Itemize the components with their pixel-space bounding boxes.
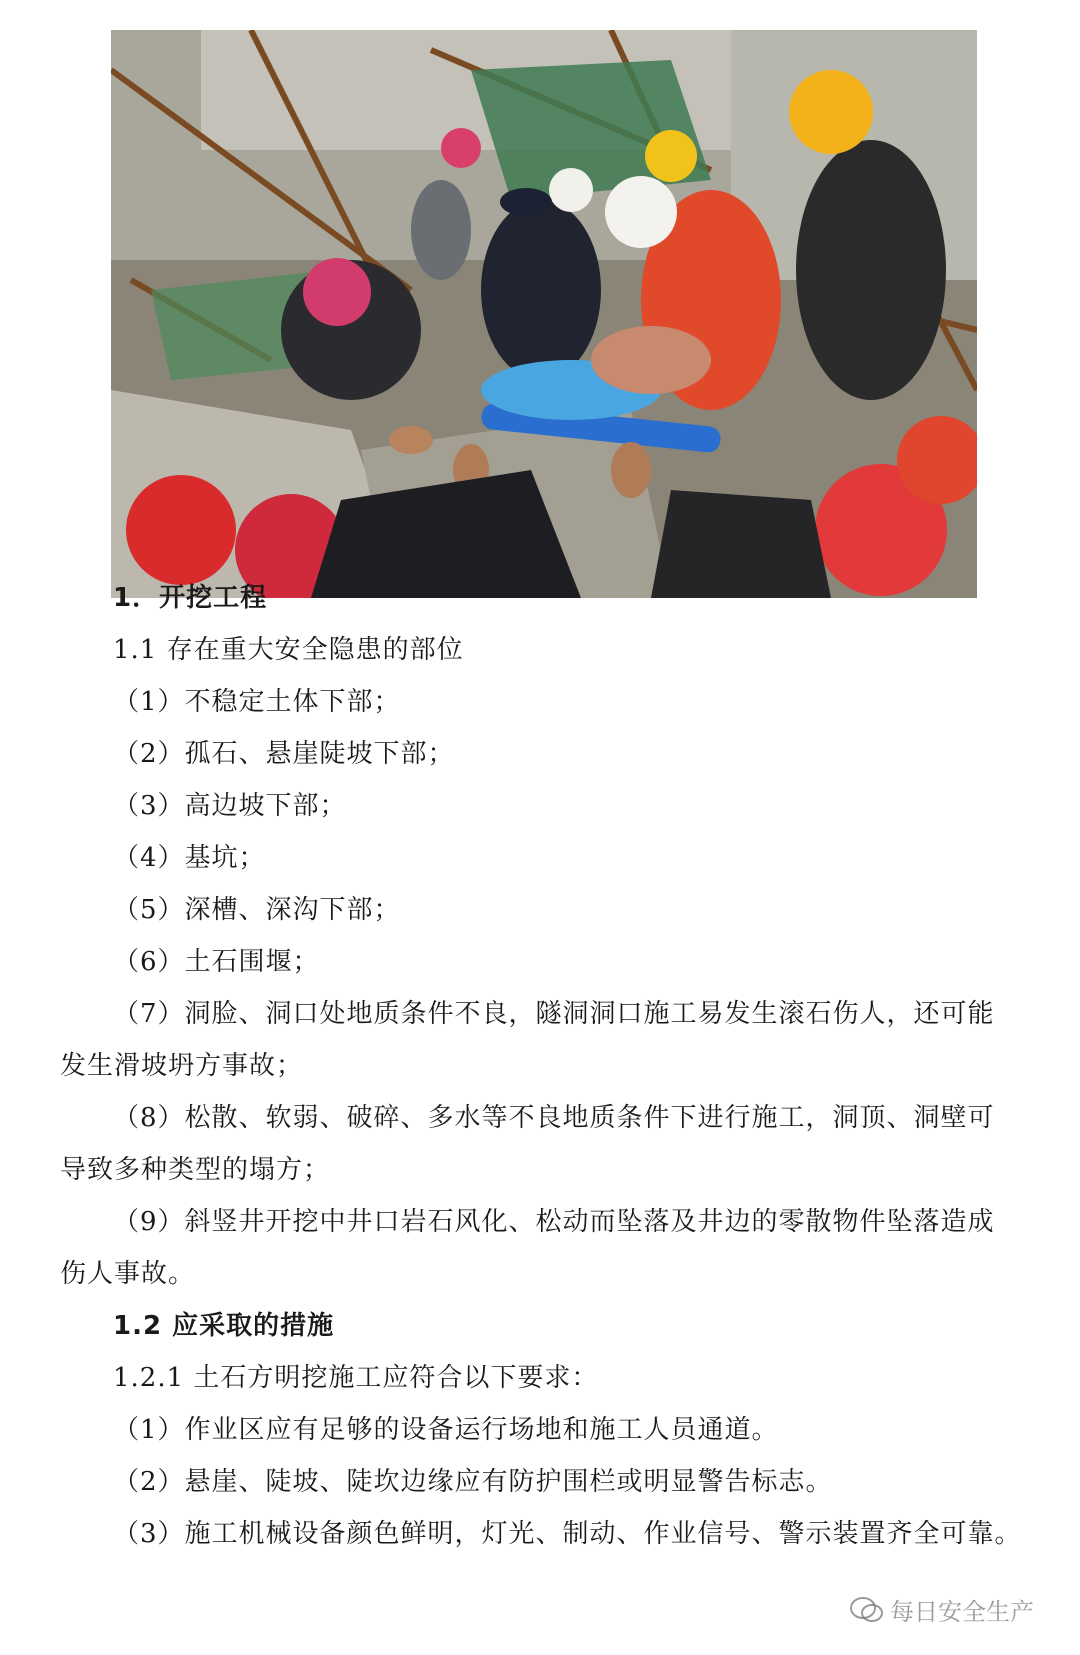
subsection-title-1-2-1: 1.2.1 土石方明挖施工应符合以下要求： xyxy=(113,1363,599,1393)
section-heading-1: 1．开挖工程 xyxy=(113,583,268,613)
list-item-continuation: 导致多种类型的塌方； xyxy=(60,1155,331,1185)
list-item: （1）作业区应有足够的设备运行场地和施工人员通道。 xyxy=(113,1415,779,1445)
list-item-continuation: 发生滑坡坍方事故； xyxy=(60,1051,304,1081)
list-item: （3）高边坡下部； xyxy=(113,791,347,821)
list-item: （8）松散、软弱、破碎、多水等不良地质条件下进行施工，洞顶、洞壁可 xyxy=(113,1103,995,1133)
list-item: （5）深槽、深沟下部； xyxy=(113,895,401,925)
list-item: （3）施工机械设备颜色鲜明，灯光、制动、作业信号、警示装置齐全可靠。 xyxy=(113,1519,1022,1549)
list-item: （1）不稳定土体下部； xyxy=(113,687,401,717)
list-item: （6）土石围堰； xyxy=(113,947,320,977)
watermark xyxy=(850,1592,1034,1627)
list-item: （9）斜竖井开挖中井口岩石风化、松动而坠落及井边的零散物件坠落造成 xyxy=(113,1207,995,1237)
rescue-photo xyxy=(111,30,977,598)
watermark-text: 每日安全生产 xyxy=(890,1598,1034,1626)
list-item: （7）洞脸、洞口处地质条件不良，隧洞洞口施工易发生滚石伤人，还可能 xyxy=(113,999,995,1029)
list-item: （4）基坑； xyxy=(113,843,266,873)
list-item-continuation: 伤人事故。 xyxy=(60,1259,196,1289)
list-item: （2）孤石、悬崖陡坡下部； xyxy=(113,739,455,769)
wechat-icon xyxy=(850,1596,884,1624)
section-heading-1-2: 1.2 应采取的措施 xyxy=(113,1311,335,1341)
subsection-title-1-1: 1.1 存在重大安全隐患的部位 xyxy=(113,635,464,665)
list-item: （2）悬崖、陡坡、陡坎边缘应有防护围栏或明显警告标志。 xyxy=(113,1467,833,1497)
